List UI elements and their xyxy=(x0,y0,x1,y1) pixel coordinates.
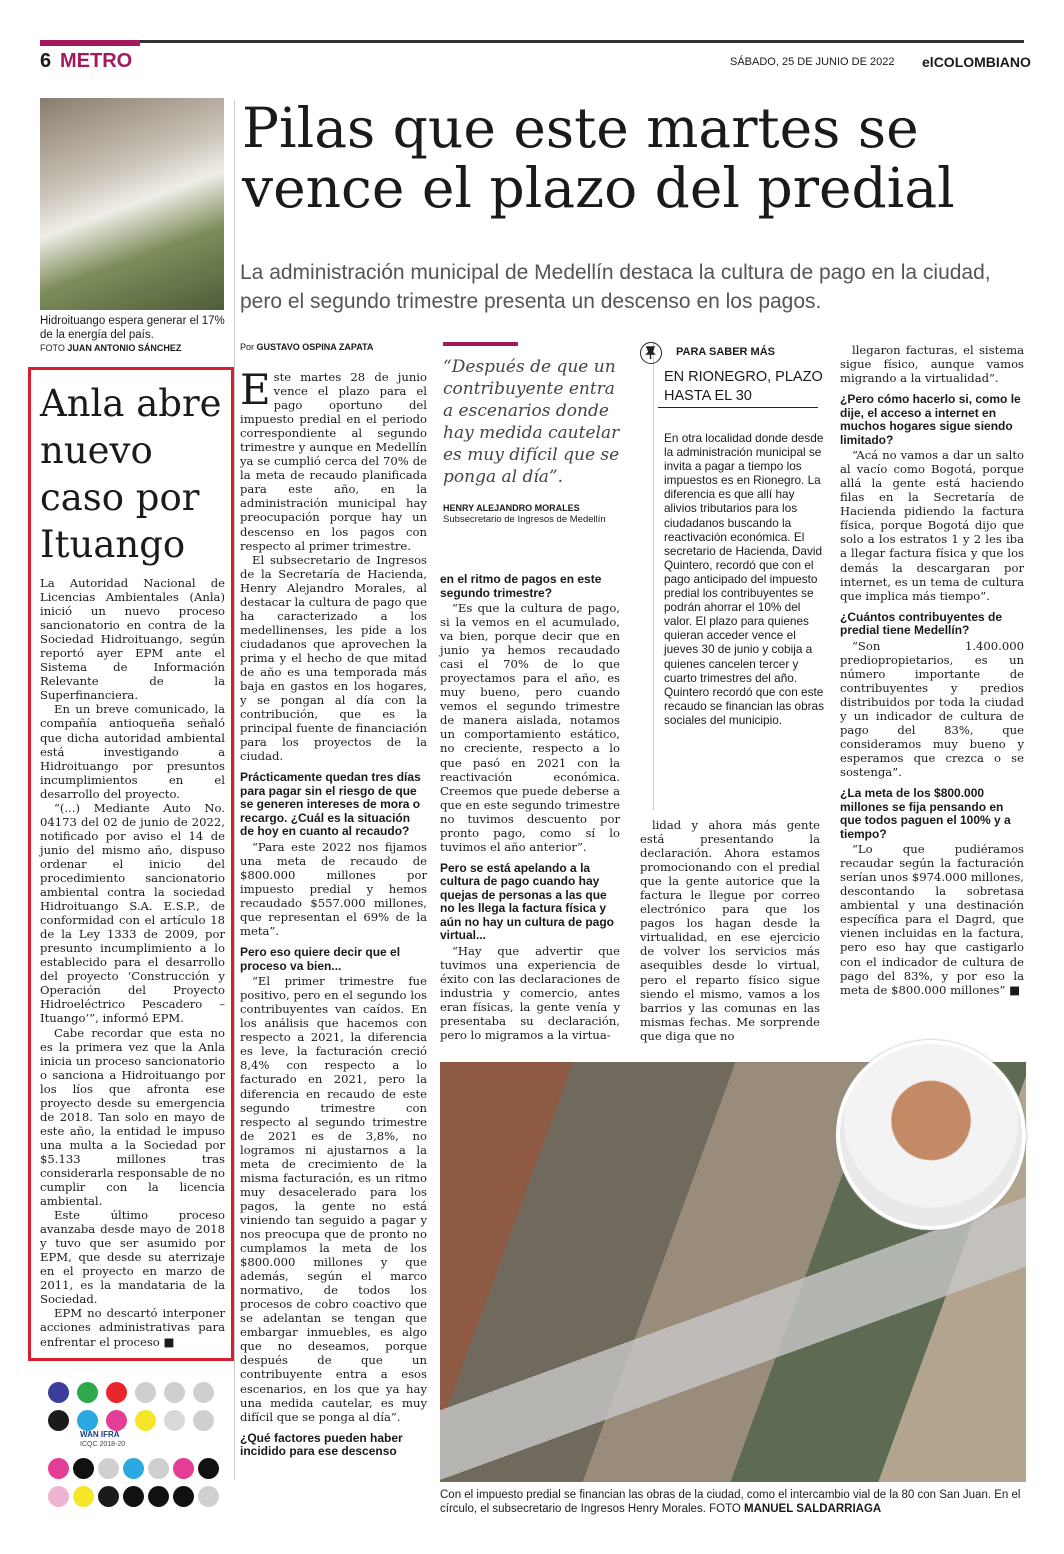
interview-question: ¿Pero cómo hacerlo si, como le dije, el acceso a internet en muchos hogares sigue siendo limitado? xyxy=(840,392,1021,447)
color-swatch xyxy=(123,1486,144,1507)
sidebox-title-rule xyxy=(658,407,818,408)
color-swatch xyxy=(173,1486,194,1507)
section-name: METRO xyxy=(60,50,133,72)
main-photo-caption: Con el impuesto predial se financian las obras de la ciudad, como el intercambio vial de la 80 con San Juan. En el círculo, el subsecretario de Ingresos Henry Morales. FOTO MANUEL SALDARRIAGA xyxy=(440,1489,1021,1515)
page-number: 6 xyxy=(40,50,52,72)
color-swatch xyxy=(198,1486,219,1507)
interview-question: ¿La meta de los $800.000 millones se fija pensando en que todos paguen el 100% y a tiempo? xyxy=(840,786,1011,841)
article-paragraph: “Es que la cultura de pago, si la vemos en el acumulado, va bien, porque decir que en junio ya hemos recaudado casi el 70% de lo que proyectamos para el año, es muy bueno, pero cuando vemos el segundo trimestre de manera aislada, notamos un comportamiento estático, no creciente, respecto a lo que pasó en 2021 con la reactivación económica. Creemos que puede deberse a que en este segundo trimestre no tuvimos descuento por pronto pago, como sí lo tuvimos el año anterior”. xyxy=(440,601,620,854)
sidebar-paragraph: Este último proceso avanzaba desde mayo de 2018 y tuvo que ser asumido por EPM, que desde su aterrizaje en el proyecto en marzo de 2011, es la mandataria de la Sociedad. xyxy=(40,1208,225,1307)
article-paragraph: “Lo que pudiéramos recaudar según la facturación serían unos $974.000 millones, descontando la sobretasa ambiental y una destinación específica para el Dagrd, que vienen incluidas en la factura, pero eso hay que castigarlo con el indicador de cultura de pago del 83%, y por eso la meta de $800.000 millones” ■ xyxy=(840,842,1024,997)
hidroituango-photo xyxy=(40,98,224,310)
color-swatch xyxy=(148,1486,169,1507)
icqc-label: ICQC 2018-20 xyxy=(80,1441,126,1448)
color-swatch xyxy=(173,1458,194,1479)
color-swatch xyxy=(106,1410,127,1431)
photo-credit: FOTO JUAN ANTONIO SÁNCHEZ xyxy=(40,343,182,353)
article-paragraph: lidad y ahora más gente está presentando la declaración. Ahora estamos promocionando con el predial que la gente autorice que la factura le llegue por correo electrónico para que los pagos los hagan desde la virtualidad, en ese ejercicio de volver los servicios más asequibles desde lo virtual, pero el reparto físico sigue siendo el mismo, vamos a los barrios y las comunas en las mismas fechas. Me sorprende que diga que no xyxy=(640,818,820,1043)
color-swatch xyxy=(77,1410,98,1431)
color-swatch xyxy=(135,1382,156,1403)
interview-question: Pero se está apelando a la cultura de pago cuando hay quejas de personas a las que no les llega la factura física y aún no hay un cultura de pago virtual... xyxy=(440,860,615,943)
color-swatch xyxy=(164,1382,185,1403)
color-swatch xyxy=(73,1458,94,1479)
color-swatch xyxy=(106,1382,127,1403)
article-paragraph: “Acá no vamos a dar un salto al vacío como Bogotá, porque allá la gente está haciendo filas en la Secretaría de Hacienda pidiendo la factura física, porque Bogotá dijo que solo a los estratos 1 y 2 les iba a llegar factura física y que los demás la descargaran por internet, es un tema de cultura que implica más tiempo”. xyxy=(840,448,1024,603)
sidebox-label: PARA SABER MÁS xyxy=(676,346,776,358)
article-paragraph: “Hay que advertir que tuvimos una experiencia de éxito con las declaraciones de industria y comercio, antes eran físicas, la gente venía y presentaba su declaración, pero lo migramos a la virtua- xyxy=(440,943,620,1043)
drop-cap: E xyxy=(240,365,271,414)
color-swatch xyxy=(135,1410,156,1431)
color-swatch xyxy=(193,1382,214,1403)
interview-question: ¿Qué factores pueden haber incidido para ese descenso xyxy=(240,1430,403,1459)
sidebar-paragraph: La Autoridad Nacional de Licencias Ambientales (Anla) inició un nuevo proceso sancionatorio en contra de la Sociedad Hidroituango, según reportó ayer EPM ante el Sistema de Información Relevante de la Superfinanciera. xyxy=(40,576,225,703)
issue-date: SÁBADO, 25 DE JUNIO DE 2022 xyxy=(730,56,895,68)
color-swatch xyxy=(73,1486,94,1507)
article-column-1 xyxy=(240,365,427,1460)
interview-question: ¿Cuántos contribuyentes de predial tiene Medellín? xyxy=(840,609,1003,638)
color-swatch xyxy=(123,1458,144,1479)
article-paragraph: Este martes 28 de junio vence el plazo para el pago oportuno del impuesto predial en el periodo correspondiente al segundo trimestre y aunque en Medellín ya se cumplió cerca del 70% de la meta de recaudo planificada para este año, en la administración municipal hay preocupación porque hay un descenso en los pagos con respecto al primer trimestre. xyxy=(240,365,427,553)
pin-icon xyxy=(640,342,662,364)
article-paragraph: “El primer trimestre fue positivo, pero en el segundo los contribuyentes van caídos. En los análisis que hacemos con respecto a 2021, la diferencia es leve, la facturación creció 8,4% con respecto a lo facturado en 2021, pero la diferencia en recaudo de este segundo trimestre con respecto al segundo trimestre de 2021 es de 3,8%, no logramos ni ajustarnos a la meta de crecimiento de la misma facturación, es un ritmo muy desacelerado para los pagos, la gente no está viniendo tan seguido a pagar y nos preocupa que de pronto no cumplamos la meta de los $800.000 millones y que además, según el marco normativo, de todos los procesos de cobro coactivo que se adelantan se tengan que embargar inmuebles, es algo que no deseamos, porque después de que un contribuyente entra a esos escenarios, en los que ya hay una medida cautelar, es muy difícil que se ponga al día”. xyxy=(240,974,427,1424)
article-paragraph: “Son 1.400.000 prediopropietarios, es un número importante de contribuyentes y predios distribuidos por toda la ciudad y un indicador de cultura de pago del 83%, que consideramos muy bueno y esperamos que crezca o se sostenga”. xyxy=(840,638,1024,780)
portrait-inset xyxy=(836,1040,1026,1230)
sidebar-paragraph: EPM no descartó interponer acciones administrativas para enfrentar el proceso ■ xyxy=(40,1306,225,1349)
article-column-4 xyxy=(840,343,1024,997)
sidebar-body xyxy=(40,576,225,1349)
article-column-3 xyxy=(640,818,820,1043)
sidebar-paragraph: “(...) Mediante Auto No. 04173 del 02 de junio de 2022, notificado por aviso el 14 de junio del mismo año, dispuso ordenar el inicio del procedimiento sancionatorio ambiental contra la sociedad Hidroituango S.A. E.S.P., de conformidad con el artículo 18 de la Ley 1333 de 2009, por presunto incumplimiento a lo establecido para el desarrollo del proyecto ‘Construcción y Operación del Proyecto Hidroeléctrico Pescadero – Ituango’”, informó EPM. xyxy=(40,800,225,1026)
color-swatch xyxy=(198,1458,219,1479)
interview-question: en el ritmo de pagos en este segundo trimestre? xyxy=(440,572,602,600)
article-paragraph: El subsecretario de Ingresos de la Secretaría de Hacienda, Henry Alejandro Morales, al destacar la cultura de pago que ha caracterizado a los medellinenses, les pide a los ciudadanos que aprovechen la prima y el hecho de que mitad de año es una temporada más baja en gastos en los hogares, y se pongan al día con la contribución, que es la principal fuente de financiación para los proyectos de la ciudad. xyxy=(240,552,427,764)
color-swatch xyxy=(48,1458,69,1479)
color-swatch xyxy=(77,1382,98,1403)
color-swatch xyxy=(98,1458,119,1479)
sidebox-body: En otra localidad donde desde la administración municipal se invita a pagar a tiempo los impuestos es en Rionegro. La diferencia es que allí hay alivios tributarios para los ciudadanos buscando la reactivación económica. El secretario de Hacienda, David Quintero, recordó que con el pago anticipado del impuesto predial los contribuyentes se podrán ahorrar el 10% del valor. El plazo para quienes quieran acceder vence el jueves 30 de junio y cobija a quienes cancelen tercer y cuarto trimestres del año. Quintero recordó que con este recaudo se financian las obras sociales del municipio. xyxy=(664,431,825,727)
article-paragraph: “Para este 2022 nos fijamos una meta de recaudo de $800.000 millones por impuesto predial y hemos recaudado $557.000 millones, que representan el 69% de la meta”. xyxy=(240,839,427,939)
article-deck: La administración municipal de Medellín destaca la cultura de pago en la ciudad, pero el segundo trimestre presenta un descenso en los pagos. xyxy=(240,261,991,313)
pullquote-name: HENRY ALEJANDRO MORALES xyxy=(443,503,580,513)
sidebar-headline: Anla abre nuevo caso por Ituango xyxy=(40,382,222,566)
color-swatch xyxy=(98,1486,119,1507)
color-swatch xyxy=(48,1382,69,1403)
top-rule xyxy=(40,40,1024,43)
color-swatch xyxy=(193,1410,214,1431)
article-headline: Pilas que este martes se vence el plazo del predial xyxy=(242,96,955,220)
photo-caption: Hidroituango espera generar el 17% de la energía del país. xyxy=(40,315,225,341)
article-column-2 xyxy=(440,565,620,1042)
interview-question: Prácticamente quedan tres días para pagar sin el riesgo de que se generen intereses de mora o recargo. ¿Cuál es la situación de hoy en cuanto al recaudo? xyxy=(240,770,421,839)
color-swatch xyxy=(148,1458,169,1479)
sidebar-paragraph: En un breve comunicado, la compañía antioqueña señaló que dicha autoridad ambiental está investigando a Hidroituango por presuntos incumplimientos en el desarrollo del proyecto. xyxy=(40,702,225,801)
pullquote-title: Subsecretario de Ingresos de Medellín xyxy=(443,514,606,525)
color-swatch xyxy=(164,1410,185,1431)
sidebox-title: EN RIONEGRO, PLAZO HASTA EL 30 xyxy=(664,369,823,404)
sidebox-rule xyxy=(653,340,654,810)
section-accent xyxy=(40,40,140,46)
byline: Por GUSTAVO OSPINA ZAPATA xyxy=(240,342,374,352)
pullquote: “Después de que un contribuyente entra a escenarios donde hay medida cautelar es muy difícil que se ponga al día”. xyxy=(443,357,620,487)
color-swatch xyxy=(48,1410,69,1431)
column-rule xyxy=(234,100,235,1480)
color-swatch xyxy=(48,1486,69,1507)
article-paragraph: llegaron facturas, el sistema sigue físico, aunque vamos migrando a la virtualidad”. xyxy=(840,343,1024,386)
wan-ifra-logo: WAN IFRA xyxy=(80,1430,120,1439)
sidebar-paragraph: Cabe recordar que esta no es la primera vez que la Anla inicia un proceso sancionatorio o sanciona a Hidroituango por los líos que afronta ese proyecto desde su emergencia de 2018. Tan solo en mayo de este año, la entidad le impuso una multa a la Sociedad por $5.133 millones tras considerarla responsable de no cumplir con la licencia ambiental. xyxy=(40,1025,225,1209)
brand-prefix: el xyxy=(922,54,934,70)
interview-question: Pero eso quiere decir que el proceso va bien... xyxy=(240,945,401,973)
brand-logo xyxy=(922,54,1031,70)
brand-name: COLOMBIANO xyxy=(933,54,1031,70)
color-control-bar xyxy=(40,1370,224,1518)
pullquote-rule xyxy=(443,342,518,346)
